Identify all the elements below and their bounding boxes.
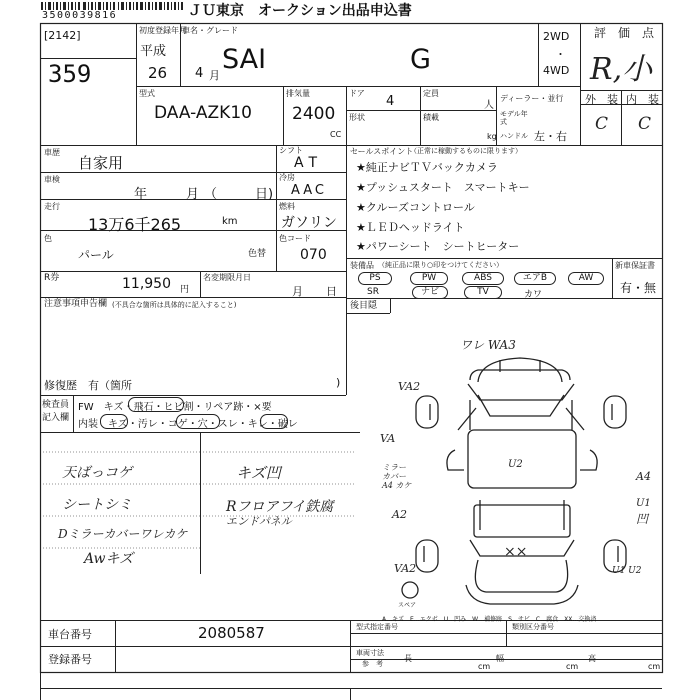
- fuel-label: 燃料: [279, 202, 295, 211]
- dealer-label: ディーラー・並行: [500, 94, 564, 103]
- damage-mark: U1 U2: [612, 566, 642, 576]
- equipment-airbag: エアB: [514, 272, 556, 285]
- color-code: 070: [300, 247, 327, 263]
- color-change-label: 色替: [248, 249, 267, 259]
- mileage-unit: km: [222, 216, 238, 227]
- handwritten-note: Dミラーカバーワレカケ: [58, 527, 188, 541]
- inspector-line-1: FW キズ・飛石・ヒビ割・リペア跡・×要: [78, 402, 272, 413]
- drive-dot: ・: [555, 48, 566, 61]
- notes-sublabel: (不具合な箇所は具体的に記入すること): [112, 301, 237, 309]
- name-change-day: 日: [326, 285, 337, 298]
- inspection-open: （: [204, 187, 218, 202]
- dimensions-label: 車両寸法: [356, 649, 384, 657]
- sales-point-item: ★クルーズコントロール: [356, 201, 475, 214]
- warranty-value: 有・無: [620, 281, 657, 295]
- damage-mark: カバー A4 カケ: [382, 472, 412, 490]
- handwritten-note: 天ばっコゲ: [62, 465, 132, 481]
- damage-mark: 凹: [636, 512, 649, 526]
- inspection-year: 年: [134, 187, 148, 202]
- sales-point-item: ★プッシュスタート スマートキー: [356, 181, 530, 194]
- equipment-pw: PW: [410, 272, 448, 285]
- damage-mark: VA2: [398, 380, 421, 393]
- handle-label: ハンドル: [500, 132, 528, 140]
- damage-mark: A2: [392, 508, 407, 521]
- color-value: パール: [78, 248, 114, 262]
- load-unit: kg: [487, 132, 497, 141]
- type-spec-label: 型式指定番号: [356, 623, 398, 631]
- aircon-value: AAC: [291, 183, 327, 198]
- damage-mark: ××: [504, 544, 528, 560]
- damage-mark: A4: [636, 470, 651, 483]
- color-code-label: 色コード: [279, 234, 311, 243]
- exterior-grade: C: [595, 114, 609, 134]
- equipment-aw: AW: [568, 272, 604, 285]
- car-grade: G: [410, 44, 431, 75]
- sales-points-sublabel: （正常に稼動するものに限ります）: [410, 147, 522, 155]
- sales-point-item: ★ＬＥＤヘッドライト: [356, 221, 465, 234]
- handwritten-note: Rフロアフイ鉄腐: [226, 499, 334, 515]
- recycle-value: 11,950: [122, 276, 171, 292]
- form-title: ＪＵ東京 オークション出品申込書: [188, 3, 412, 19]
- lot-code: [2142]: [44, 29, 81, 42]
- repair-history: 修復歴 有（箇所: [44, 379, 132, 392]
- registration-label: 初度登録年月: [139, 26, 187, 35]
- dimension-height-label: 高: [588, 654, 596, 663]
- usage-label: 車歴: [44, 148, 60, 157]
- damage-mark: U1: [636, 498, 651, 509]
- interior-label: 内 装: [626, 93, 659, 106]
- model-label: 型式: [139, 89, 155, 98]
- equipment-sublabel: （純正品に限り○印をつけてください）: [378, 261, 504, 269]
- shape-label: 形状: [349, 113, 365, 122]
- dimension-width-label: 幅: [496, 654, 504, 663]
- chassis-label: 車台番号: [48, 628, 92, 641]
- equipment-label: 装備品: [350, 261, 374, 270]
- registration-month: 4: [195, 66, 204, 81]
- aircon-label: 冷房: [279, 173, 295, 182]
- mileage-label: 走行: [44, 202, 60, 211]
- inspector-line-2: 内装 キズ・汚レ・コゲ・穴・スレ・キレ・破レ: [78, 419, 298, 430]
- handwritten-note: エンドパネル: [226, 515, 292, 528]
- drive-2wd: 2WD: [543, 30, 570, 43]
- dimensions-reference: 参 考: [362, 660, 383, 668]
- drive-4wd: 4WD: [543, 64, 570, 77]
- spare-label: スペア: [398, 602, 417, 609]
- exterior-label: 外 装: [585, 93, 618, 106]
- notes-label: 注意事項申告欄: [44, 299, 108, 309]
- dimension-height-unit: cm: [648, 662, 661, 671]
- handwritten-note: シートシミ: [62, 497, 132, 513]
- warranty-label: 新車保証書: [615, 261, 655, 270]
- lot-number: 359: [48, 60, 92, 88]
- color-label: 色: [44, 234, 52, 243]
- doors-value: 4: [386, 94, 395, 109]
- dimension-length-unit: cm: [478, 662, 491, 671]
- registration-era: 平成: [140, 44, 167, 59]
- damage-mark: U2: [508, 459, 523, 470]
- damage-mark: ワレ WA3: [460, 338, 516, 352]
- recycle-unit: 円: [180, 285, 190, 295]
- interior-grade: C: [638, 114, 652, 134]
- category-label: 類別区分番号: [512, 623, 554, 631]
- post-mount-label: 後目隠: [350, 301, 378, 311]
- fuel-value: ガソリン: [281, 215, 337, 231]
- displacement-label: 排気量: [286, 89, 310, 98]
- car-name: SAI: [222, 44, 267, 75]
- doors-label: ドア: [349, 89, 365, 98]
- inspection-label: 車検: [44, 175, 60, 184]
- equipment-ps: PS: [358, 272, 392, 285]
- capacity-unit: 人: [484, 100, 494, 111]
- displacement-unit: CC: [330, 130, 342, 139]
- usage-value: 自家用: [78, 154, 124, 172]
- rating-score: R,小: [590, 52, 653, 87]
- dimension-length-label: 長: [404, 654, 412, 663]
- recycle-label: R券: [44, 273, 60, 283]
- model-value: DAA-AZK10: [154, 103, 252, 123]
- handwritten-note: Awキズ: [84, 551, 134, 567]
- car-damage-diagram: [402, 358, 626, 604]
- barcode-graphic: [41, 2, 183, 10]
- equipment-tv: TV: [464, 286, 502, 299]
- damage-mark: VA: [380, 432, 396, 445]
- inspection-day: 日): [255, 187, 274, 202]
- name-change-label: 名変期限月日: [203, 273, 251, 282]
- equipment-leather: カワ: [524, 290, 543, 300]
- damage-legend: A…キズ E…エクボ U…凹み W…補修跡 S…サビ C…腐食 XX…交換済: [382, 616, 597, 623]
- sales-points-label: セールスポイント: [350, 147, 414, 156]
- sales-point-item: ★パワーシート シートヒーター: [356, 240, 520, 253]
- mileage-value: 13万6千265: [88, 215, 182, 234]
- handwritten-note: キズ凹: [236, 464, 281, 482]
- plate-label: 登録番号: [48, 653, 92, 666]
- sales-point-item: ★純正ナビＴＶバックカメラ: [356, 161, 498, 174]
- inspector-label-1: 検査員: [42, 400, 70, 410]
- capacity-label: 定員: [423, 89, 439, 98]
- car-name-label: 車名・グレード: [182, 26, 238, 35]
- equipment-navi: ナビ: [412, 286, 448, 299]
- inspection-month: 月: [186, 187, 200, 202]
- barcode-number: 3500039816: [42, 10, 118, 21]
- registration-year: 26: [148, 64, 168, 82]
- damage-mark: VA2: [394, 562, 417, 575]
- rating-label: 評 価 点: [594, 26, 655, 40]
- load-label: 積載: [423, 113, 439, 122]
- dimension-width-unit: cm: [566, 662, 579, 671]
- model-year-label: モデル年式: [500, 110, 528, 126]
- inspector-label-2: 記入欄: [42, 413, 70, 423]
- name-change-month: 月: [292, 285, 303, 298]
- damage-mark: ミラー: [382, 463, 406, 472]
- handle-value: 左・右: [534, 130, 567, 143]
- displacement-value: 2400: [292, 104, 336, 124]
- registration-month-unit: 月: [209, 69, 220, 82]
- chassis-value: 2080587: [198, 624, 265, 642]
- repair-history-close: ): [336, 376, 341, 389]
- equipment-abs: ABS: [462, 272, 504, 285]
- equipment-sr: SR: [367, 287, 379, 297]
- shift-value: AT: [294, 155, 324, 171]
- shift-label: シフト: [279, 146, 303, 155]
